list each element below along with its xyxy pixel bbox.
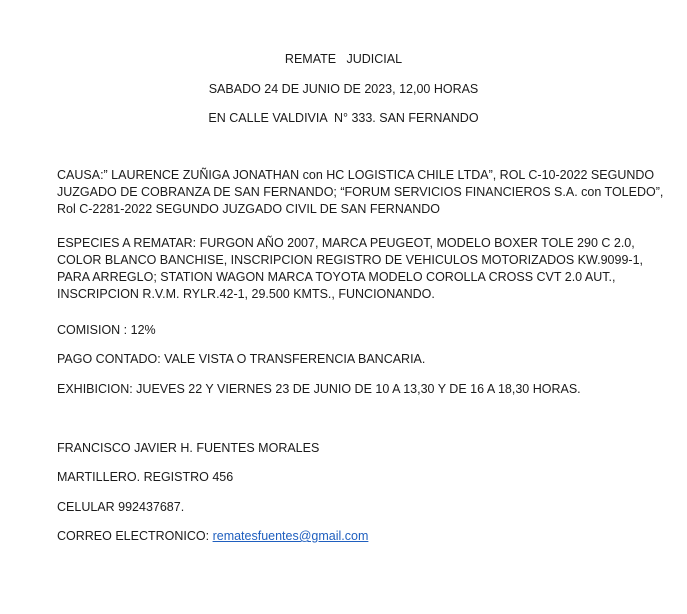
especies-line: ESPECIES A REMATAR: FURGON AÑO 2007, MARCA PEUGEOT, MODELO BOXER TOLE 290 C 2.0,: [57, 236, 635, 250]
especies-line: COLOR BLANCO BANCHISE, INSCRIPCION REGISTRO DE VEHICULOS MOTORIZADOS KW.9099-1,: [57, 253, 643, 267]
auction-date: SABADO 24 DE JUNIO DE 2023, 12,00 HORAS: [208, 82, 479, 96]
causa-line: JUZGADO DE COBRANZA DE SAN FERNANDO; “FORUM SERVICIOS FINANCIEROS S.A. con TOLEDO”,: [57, 185, 664, 199]
auctioneer-name: FRANCISCO JAVIER H. FUENTES MORALES: [57, 441, 320, 455]
comision-text: COMISION : 12%: [57, 323, 156, 337]
especies-line: PARA ARREGLO; STATION WAGON MARCA TOYOTA MODELO COROLLA CROSS CVT 2.0 AUT.,: [57, 270, 616, 284]
email-row: [57, 528, 368, 544]
pago-text: PAGO CONTADO: VALE VISTA O TRANSFERENCIA BANCARIA.: [57, 352, 426, 366]
causa-line: Rol C-2281-2022 SEGUNDO JUZGADO CIVIL DE SAN FERNANDO: [57, 202, 440, 216]
especies-paragraph: [57, 235, 657, 303]
especies-line: INSCRIPCION R.V.M. RYLR.42-1, 29.500 KMTS., FUNCIONANDO.: [57, 287, 435, 301]
auctioneer-registry: MARTILLERO. REGISTRO 456: [57, 470, 234, 484]
causa-paragraph: [57, 167, 664, 218]
exhibicion-text: EXHIBICION: JUEVES 22 Y VIERNES 23 DE JUNIO DE 10 A 13,30 Y DE 16 A 18,30 HORAS.: [57, 382, 581, 396]
causa-line: CAUSA:” LAURENCE ZUÑIGA JONATHAN con HC LOGISTICA CHILE LTDA”, ROL C-10-2022 SEGUNDO: [57, 168, 655, 182]
document-title: REMATE JUDICIAL: [284, 52, 403, 66]
email-link[interactable]: rematesfuentes@gmail.com: [212, 529, 369, 543]
email-label: CORREO ELECTRONICO:: [57, 529, 213, 543]
auctioneer-phone: CELULAR 992437687.: [57, 500, 185, 514]
auction-address: EN CALLE VALDIVIA N° 333. SAN FERNANDO: [208, 111, 479, 125]
